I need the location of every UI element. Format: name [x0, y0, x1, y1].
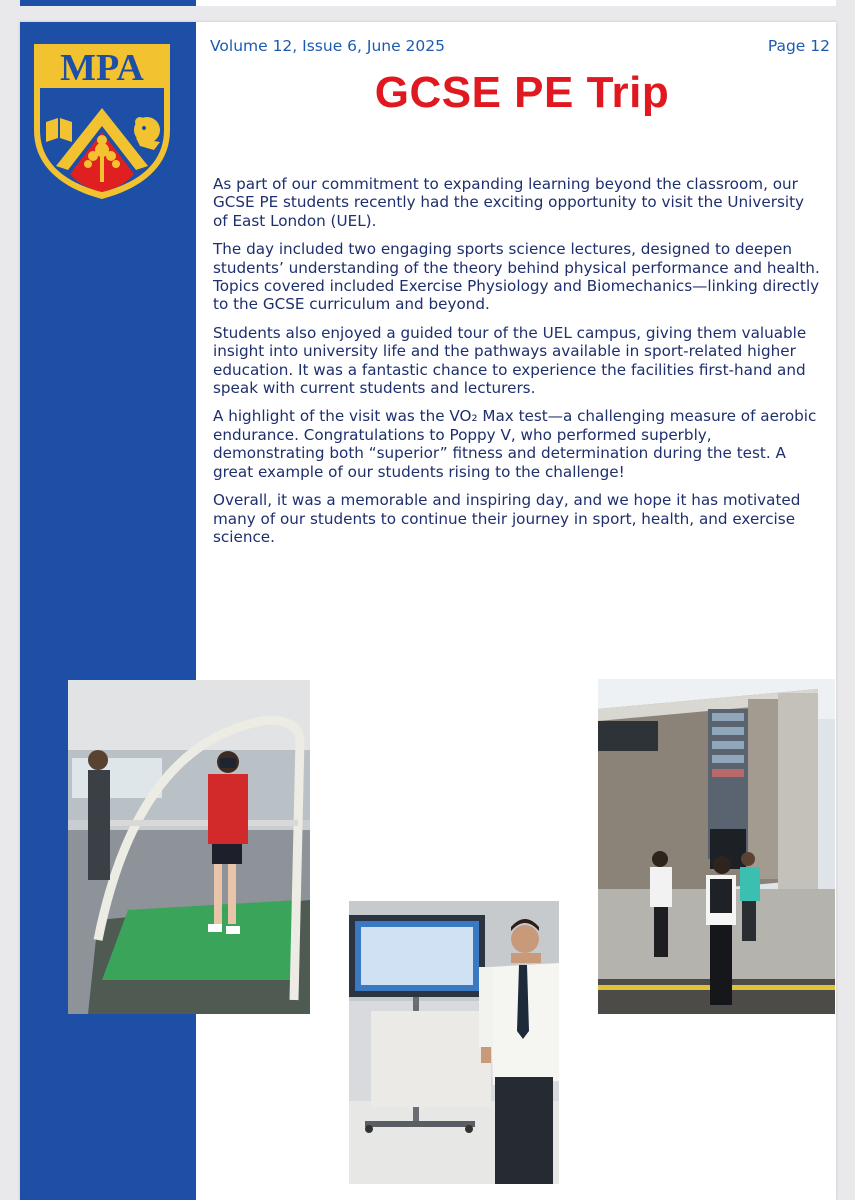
paragraph-intro: As part of our commitment to expanding learning beyond the classroom, our GCSE PE students recently had the exciting opportunity to visit the University of East London (UEL).: [213, 175, 805, 230]
issue-info: Volume 12, Issue 6, June 2025: [210, 37, 446, 55]
student-monitor-photo: [349, 901, 559, 1184]
paragraph-lectures: The day included two engaging sports science lectures, designed to deepen students’ understanding of the theory behind physical performance and health. Topics covered included Exercise Physiology and Biomechanics—linking directly to the GCSE curriculum and beyond.: [213, 240, 820, 314]
school-crest-logo: [32, 42, 172, 200]
paragraph-conclusion: Overall, it was a memorable and inspiring day, and we hope it has motivated many of our students to continue their journey in sport, health, and exercise science.: [213, 491, 801, 546]
newsletter-page: [20, 22, 836, 1200]
article-body: [213, 175, 823, 556]
article-title: GCSE PE Trip: [374, 68, 670, 117]
paragraph-campus-tour: Students also enjoyed a guided tour of the UEL campus, giving them valuable insight into university life and the pathways available in sport-related higher education. It was a fantastic chance to experience the facilities first-hand and speak with current students and lecturers.: [213, 323, 807, 398]
crest-letters: MPA: [60, 47, 144, 89]
previous-page-sidebar: [20, 0, 196, 6]
page-number: Page 12: [767, 37, 830, 55]
previous-page-edge: [0, 0, 855, 6]
paragraph-vo2-test: A highlight of the visit was the VO₂ Max test—a challenging measure of aerobic endurance. Congratulations to Poppy V, who performed superbly, demonstrating both “superior” fitness and determination during the test. A great example of our students rising to the challenge!: [213, 407, 817, 481]
previous-page-body: [196, 0, 836, 6]
campus-building-photo: [598, 679, 835, 1014]
vo2-treadmill-photo: [68, 680, 310, 1014]
